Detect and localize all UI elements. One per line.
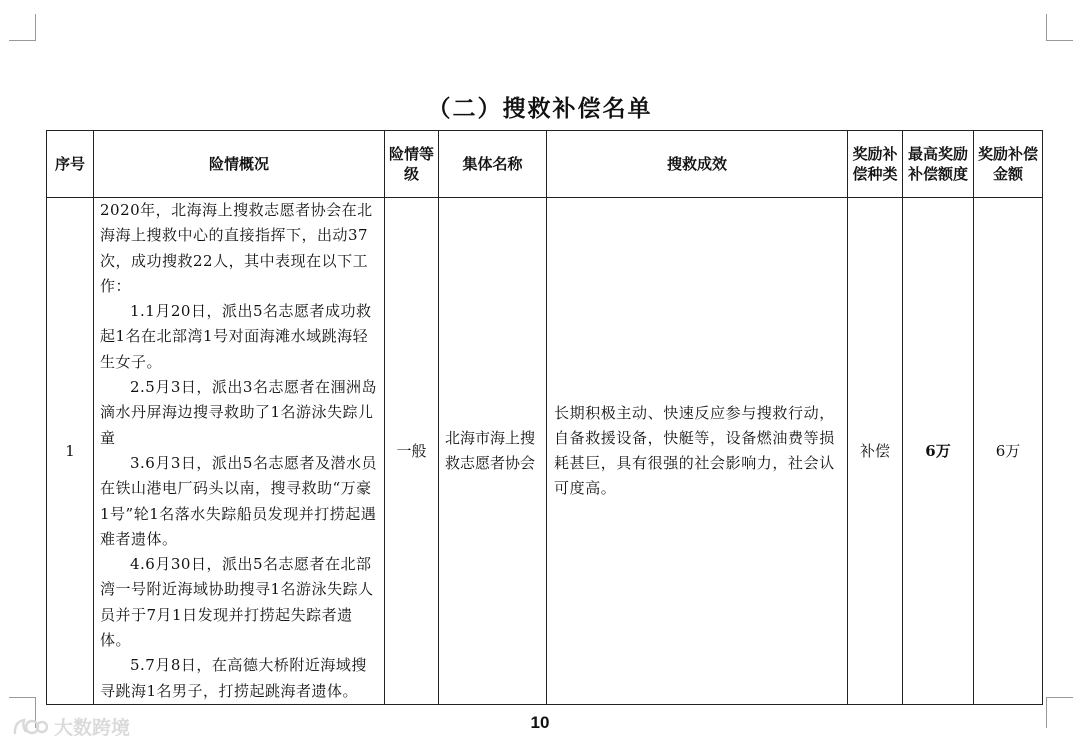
cell-org: 北海市海上搜救志愿者协会 xyxy=(439,198,547,705)
header-amount: 奖励补偿金额 xyxy=(974,131,1043,198)
watermark xyxy=(12,713,130,740)
description-intro: 2020年，北海海上搜救志愿者协会在北海海上搜救中心的直接指挥下，出动37次，成功搜救22人，其中表现在以下工作： xyxy=(100,201,373,295)
table-row xyxy=(47,198,1043,705)
cell-reward-type: 补偿 xyxy=(848,198,903,705)
cell-seq: 1 xyxy=(47,198,94,705)
watermark-logo-icon xyxy=(12,716,48,738)
watermark-text: 大数跨境 xyxy=(54,717,131,739)
cell-amount: 6万 xyxy=(974,198,1043,705)
description-item-4: 4.6月30日，派出5名志愿者在北部湾一号附近海域协助搜寻1名游泳失踪人员并于7月1日发现并打捞起失踪者遗体。 xyxy=(100,555,374,650)
header-org: 集体名称 xyxy=(439,131,547,198)
description-item-5: 5.7月8日，在高德大桥附近海域搜寻跳海1名男子，打捞起跳海者遗体。 xyxy=(100,656,367,700)
table-header-row xyxy=(47,131,1043,198)
header-seq: 序号 xyxy=(47,131,94,198)
cell-result: 长期积极主动、快速反应参与搜救行动，自备救援设备，快艇等，设备燃油费等损耗甚巨，具有很强的社会影响力，社会认可度高。 xyxy=(547,198,848,705)
crop-mark-top-left xyxy=(9,14,36,41)
crop-mark-top-right xyxy=(1046,14,1073,41)
header-reward-type: 奖励补偿种类 xyxy=(848,131,903,198)
description-item-3: 3.6月3日，派出5名志愿者及潜水员在铁山港电厂码头以南，搜寻救助“万豪1号”轮1名落水失踪船员发现并打捞起遇难者遗体。 xyxy=(100,453,377,548)
cell-description xyxy=(94,198,385,705)
cell-max-reward: 6万 xyxy=(903,198,974,705)
description-item-2: 2.5月3日，派出3名志愿者在涠洲岛滴水丹屏海边搜寻救助了1名游泳失踪儿童 xyxy=(100,378,377,447)
page-title: （二）搜救补偿名单 xyxy=(427,95,653,122)
cell-level: 一般 xyxy=(385,198,439,705)
header-max-reward: 最高奖励补偿额度 xyxy=(903,131,974,198)
page-number: 10 xyxy=(530,713,550,732)
reward-table xyxy=(46,130,1043,705)
header-level: 险情等级 xyxy=(385,131,439,198)
description-item-1: 1.1月20日，派出5名志愿者成功救起1名在北部湾1号对面海滩水域跳海轻生女子。 xyxy=(100,302,372,371)
header-result: 搜救成效 xyxy=(547,131,848,198)
header-description: 险情概况 xyxy=(94,131,385,198)
